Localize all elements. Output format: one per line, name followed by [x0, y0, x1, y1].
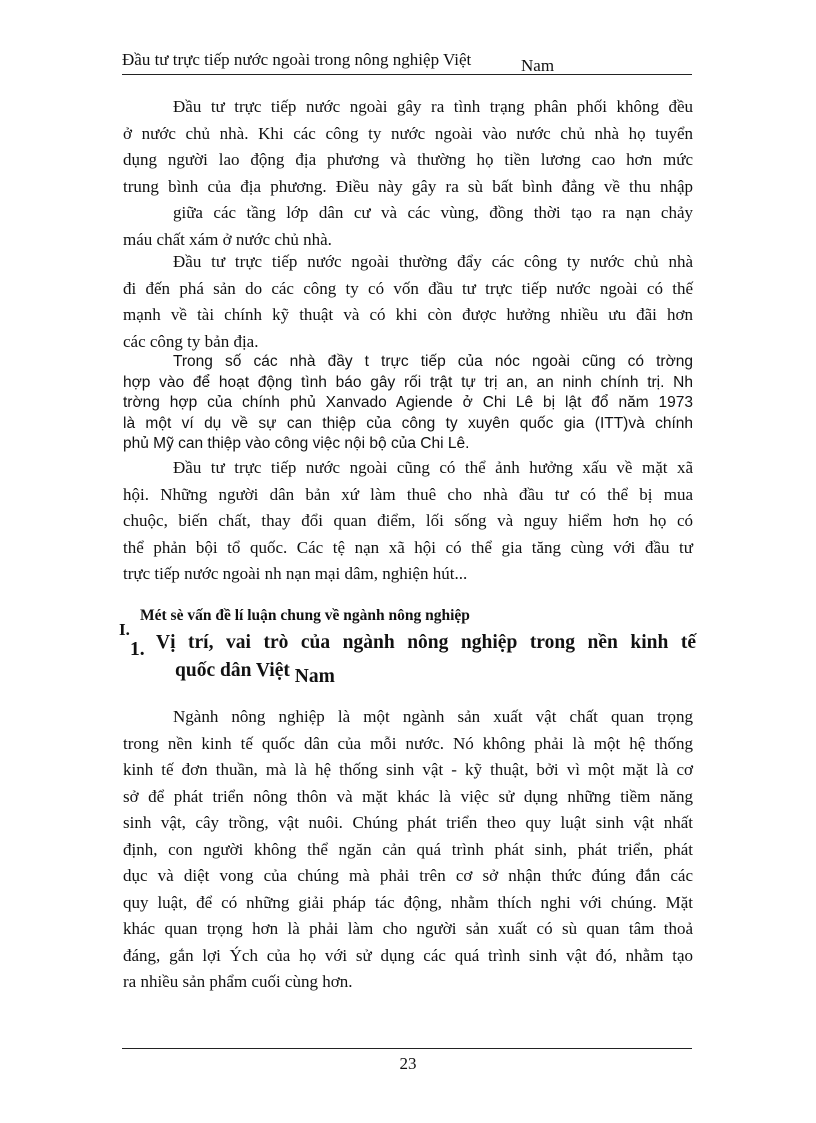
text-line: trung bình của địa phương. Điều này gây ra sù bất bình đẳng về thu nhập: [123, 176, 693, 196]
text-line: chuộc, biến chất, thay đổi quan điểm, lối sống và nguy hiểm hơn họ có: [123, 511, 693, 530]
text-line: ở nước chủ nhà. Khi các công ty nước ngoài vào nước chủ nhà họ tuyển: [123, 123, 693, 143]
header-title-tail: Nam: [521, 56, 555, 75]
text-line: khác quan trọng hơn là phải làm cho người sản xuất có sù quan tâm thoả: [123, 919, 693, 938]
text-line: Ngành nông nghiệp là một ngành sản xuất vật chất quan trọng: [173, 707, 693, 726]
subsection-number: 1.: [130, 639, 145, 660]
subsection-title-line2-text: quốc dân Việt: [175, 660, 290, 681]
text-line: phủ Mỹ can thiệp vào công việc nội bộ của Chi Lê.: [123, 435, 470, 452]
paragraph-bankruptcy: [123, 249, 693, 355]
section-title: Mét sè vấn đề lí luận chung về ngành nông nghiệp: [140, 607, 470, 624]
subsection-title-line2: [175, 660, 335, 687]
page-number: 23: [399, 1054, 417, 1073]
text-line: kinh tế đơn thuần, mà là hệ thống sinh vật - kỹ thuật, bởi vì một mặt là cơ: [123, 760, 693, 779]
text-line: sinh vật, cây trồng, vật nuôi. Chúng phát triển theo quy luật sinh vật nhất: [123, 813, 693, 832]
text-line: giữa các tầng lớp dân cư và các vùng, đồng thời tạo ra nạn chảy: [173, 203, 693, 222]
text-line: đáng, gắn lợi Ých của họ với sử dụng các quá trình sinh vật đó, nhằm tạo: [123, 945, 693, 965]
paragraph-agriculture-role: [123, 704, 693, 996]
text-line: hội. Những người dân bản xứ làm thuê cho nhà đầu tư có thể bị mua: [123, 484, 693, 504]
text-line: là một ví dụ về sự can thiệp của công ty xuyên quốc gia (ITT)và chính: [123, 414, 693, 432]
subsection-title-line1: Vị trí, vai trò của ngành nông nghiệp trong nền kinh tế: [156, 632, 696, 653]
text-line: trực tiếp nước ngoài nh nạn mại dâm, nghiện hút...: [123, 564, 468, 583]
text-line: quy luật, để có những giải pháp tác động, nhằm thích nghi với chúng. Mặt: [123, 892, 693, 912]
text-line: đi đến phá sản do các công ty có vốn đầu tư trực tiếp nước ngoài có thế: [123, 278, 693, 298]
text-line: các công ty bản địa.: [123, 331, 259, 351]
running-header: [122, 50, 692, 75]
text-line: trong nền kinh tế quốc dân của mỗi nước. Nó không phải là một hệ thống: [123, 733, 693, 753]
section-number: I.: [119, 620, 130, 639]
text-line: Trong số các nhà đầy t trực tiếp của nóc ngoài cũng có trờng: [173, 353, 693, 370]
text-line: sở để phát triển nông thôn và mặt khác là việc sử dụng những tiềm năng: [123, 786, 693, 806]
footer-divider: [122, 1048, 692, 1049]
paragraph-social-effects: [123, 455, 693, 588]
text-line: mạnh về tài chính kỹ thuật và có khi còn được hưởng nhiều ưu đãi hơn: [123, 305, 693, 324]
text-line: Đầu tư trực tiếp nước ngoài thường đẩy các công ty nước chủ nhà: [173, 252, 693, 271]
text-line: dụng người lao động địa phương và thường họ tiền lương cao hơn mức: [123, 150, 693, 169]
text-line: hợp vào để hoạt động tình báo gây rối trật tự trị an, an ninh chính trị. Nh: [123, 373, 693, 391]
subsection-title-tail: Nam: [294, 666, 335, 687]
text-line: Đầu tư trực tiếp nước ngoài cũng có thể ảnh hưởng xấu về mặt xã: [173, 458, 693, 477]
header-title: Đầu tư trực tiếp nước ngoài trong nông nghiệp Việt: [122, 50, 472, 69]
text-line: máu chất xám ở nước chủ nhà.: [123, 229, 332, 249]
text-line: dục và diệt vong của chúng mà phải trên cơ sở nhận thức đúng đắn các: [123, 866, 693, 885]
paragraph-unequal-distribution: [123, 94, 693, 253]
text-line: định, con người không thể ngăn cản quá trình phát sinh, phát triển, phát: [123, 839, 693, 859]
text-line: trờng hợp của chính phủ Xanvado Agiende ở Chi Lê bị lật đổ năm 1973: [123, 394, 693, 411]
text-line: thể phản bội tổ quốc. Các tệ nạn xã hội có thể gia tăng cùng với đầu tư: [123, 537, 693, 557]
paragraph-intelligence: [123, 352, 693, 455]
text-line: Đầu tư trực tiếp nước ngoài gây ra tình trạng phân phối không đều: [173, 97, 693, 116]
text-line: ra nhiều sản phẩm cuối cùng hơn.: [123, 972, 353, 991]
